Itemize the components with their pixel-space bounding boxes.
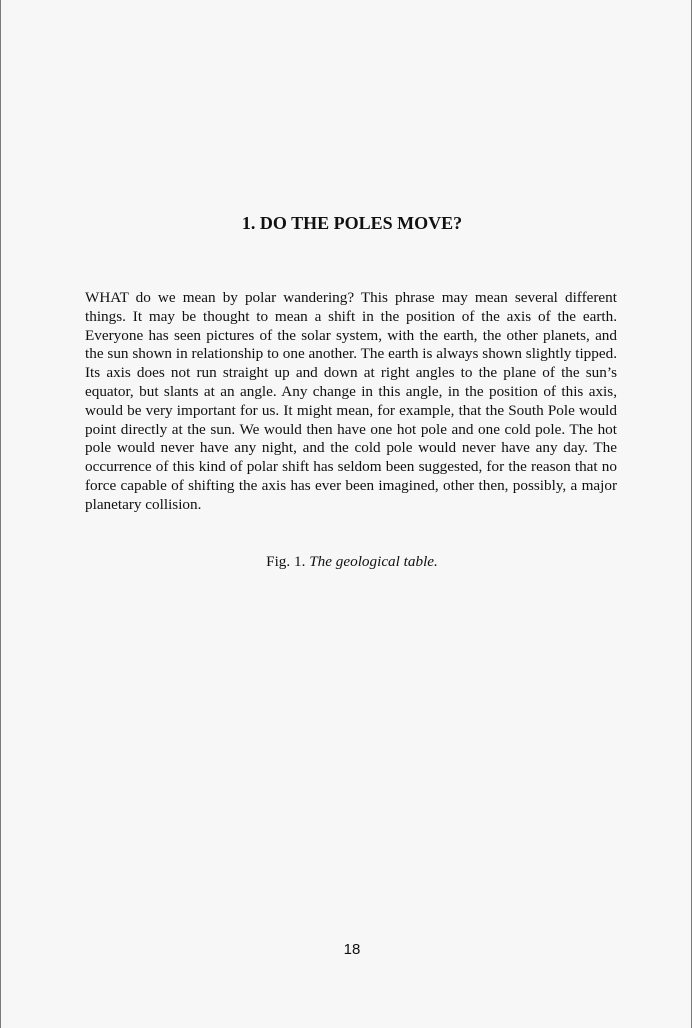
chapter-title: 1. DO THE POLES MOVE? xyxy=(241,213,463,233)
document-page xyxy=(1,0,691,1028)
figure-label: Fig. 1. xyxy=(266,553,306,570)
page-number: 18 xyxy=(343,941,361,958)
body-paragraph: WHAT do we mean by polar wandering? This phrase may mean several different things. It may be thought to mean a shift in the position of the axis of the earth. Everyone has seen pictures of the solar system, with the earth, the other planets, and the sun shown in relationship to one another. The earth is always shown slightly tipped. Its axis does not run straight up and down at right angles to the plane of the sun’s equator, but slants at an angle. Any change in this angle, in the position of this axis, would be very important for us. It might mean, for example, that the South Pole would point directly at the sun. We would then have one hot pole and one cold pole. The hot pole would never have any night, and the cold pole would never have any day. The occurrence of this kind of polar shift has seldom been suggested, for the reason that no force capable of shifting the axis has ever been imagined, other then, possibly, a major planetary collision. xyxy=(85,289,617,513)
figure-caption xyxy=(1,552,692,571)
figure-caption-text: The geological table. xyxy=(309,553,438,570)
